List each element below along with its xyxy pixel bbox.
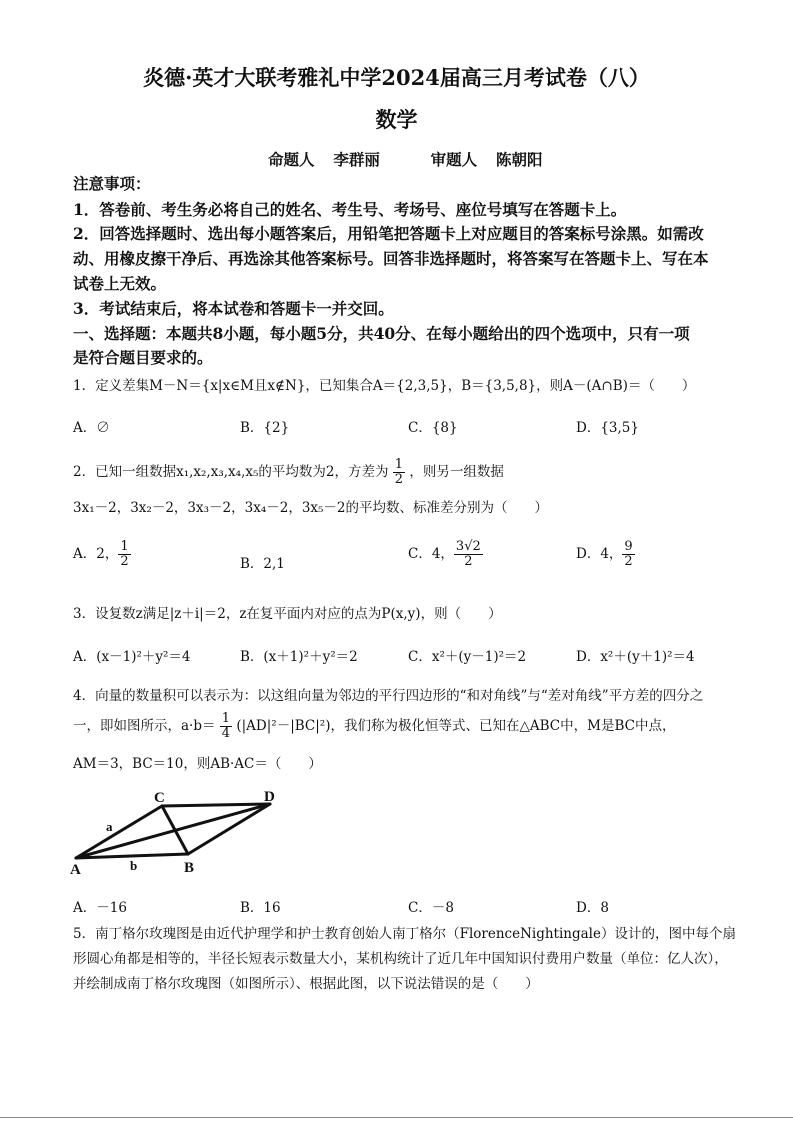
question-2-option-a-prefix: A．2，: [73, 546, 119, 562]
question-3-option-d: D．x²＋(y＋1)²＝4: [576, 649, 695, 665]
question-2-option-a-num: 1: [120, 539, 129, 554]
question-2-line-1b: ，则另一组数据: [409, 464, 504, 480]
label-a: a: [106, 819, 113, 834]
question-2-option-b: B．2,1: [240, 556, 285, 572]
question-5-line-3: 并绘制成南丁格尔玫瑰图（如图所示）、根据此图，以下说法错误的是（ ）: [73, 976, 539, 992]
question-3-option-b: B．(x＋1)²＋y²＝2: [240, 649, 358, 665]
question-2-option-a-fraction: [118, 540, 130, 569]
question-4-line-2: [73, 712, 675, 741]
author-line: [268, 148, 543, 170]
notice-item-3: 3．考试结束后，将本试卷和答题卡一并交回。: [73, 299, 394, 318]
question-1-option-b: B．{2}: [240, 420, 290, 436]
question-5-line-1: 5．南丁格尔玫瑰图是由近代护理学和护士教育创始人南丁格尔（FlorenceNightingale）设计的，图中每个扇: [73, 926, 736, 942]
label-C: C: [154, 790, 165, 806]
question-2-option-c-num: 3√2: [455, 539, 481, 554]
question-4-line-2a: 一，即如图所示，a·b＝: [73, 718, 216, 734]
page-bottom-rule: [0, 1117, 793, 1118]
edge-BD: [188, 804, 270, 854]
question-4-option-c: C．－8: [408, 900, 454, 916]
parallelogram-figure: [70, 788, 290, 878]
question-1-text: 1．定义差集M－N＝{x|x∈M且x∉N}，已知集合A＝{2,3,5}，B＝{3,5,8}，则A－(A∩B)＝（ ）: [73, 378, 696, 394]
quarter-denominator: 4: [221, 726, 231, 741]
quarter-numerator: 1: [221, 711, 231, 726]
question-3-text: 3．设复数z满足|z＋i|＝2，z在复平面内对应的点为P(x,y)，则（ ）: [73, 606, 502, 622]
variance-denominator: 2: [394, 472, 404, 487]
label-b: b: [130, 858, 138, 873]
question-2-line-1: [73, 458, 504, 487]
question-1-option-a: A．∅: [73, 420, 110, 436]
section-1-line-2: 是符合题目要求的。: [73, 348, 213, 367]
quarter-fraction: [220, 712, 232, 741]
subject-title: 数学: [375, 107, 418, 132]
notice-heading: 注意事项：: [73, 174, 151, 193]
section-1-line-1: 一、选择题：本题共8小题，每小题5分，共40分、在每小题给出的四个选项中，只有一项: [73, 324, 690, 343]
question-4-option-a: A．－16: [73, 900, 127, 916]
variance-fraction: [393, 458, 405, 487]
question-2-option-c-den: 2: [464, 554, 473, 569]
question-3-option-a: A．(x－1)²＋y²＝4: [73, 649, 191, 665]
question-4-option-d: D．8: [576, 900, 609, 916]
question-2-line-1a: 2．已知一组数据x₁,x₂,x₃,x₄,x₅的平均数为2，方差为: [73, 464, 389, 480]
question-2-option-d-fraction: [622, 540, 634, 569]
question-2-option-c-prefix: C．4，: [408, 546, 454, 562]
edge-CD: [162, 804, 270, 806]
notice-item-2-line-2: 动、用橡皮擦干净后、再选涂其他答案标号。回答非选择题时，将答案写在答题卡上、写在本: [73, 249, 709, 268]
label-A: A: [70, 862, 81, 878]
reviewer-label: 审题人: [430, 150, 478, 169]
notice-item-2-line-3: 试卷上无效。: [73, 274, 167, 293]
question-1-option-c: C．{8}: [408, 420, 458, 436]
question-2-option-d-den: 2: [624, 554, 633, 569]
question-2-option-a: [73, 540, 131, 569]
question-2-option-c-fraction: [454, 540, 483, 569]
diagonal-BC: [162, 806, 188, 854]
question-2-line-2: 3x₁－2，3x₂－2，3x₃－2，3x₄－2，3x₅－2的平均数、标准差分别为（ ）: [73, 500, 549, 516]
question-1-option-d: D．{3,5}: [576, 420, 639, 436]
question-4-option-b: B．16: [240, 900, 281, 916]
question-2-option-d-prefix: D．4，: [576, 546, 623, 562]
notice-item-1: 1．答卷前、考生务必将自己的姓名、考生号、考场号、座位号填写在答题卡上。: [73, 200, 627, 219]
label-D: D: [264, 789, 275, 805]
label-B: B: [184, 860, 195, 876]
exam-title: 炎德·英才大联考雅礼中学2024届高三月考试卷（八）: [143, 65, 650, 90]
question-4-line-1: 4．向量的数量积可以表示为：以这组向量为邻边的平行四边形的“和对角线”与“差对角线”平方差的四分之: [73, 688, 704, 704]
question-2-option-d-num: 9: [624, 539, 633, 554]
question-2-option-d: [576, 540, 635, 569]
question-4-line-3: AM＝3，BC＝10，则AB·AC＝（ ）: [73, 756, 322, 772]
author-label: 命题人: [268, 150, 315, 169]
question-2-option-c: [408, 540, 483, 569]
question-2-option-a-den: 2: [120, 554, 129, 569]
edge-AC: [76, 806, 162, 858]
question-3-option-c: C．x²＋(y－1)²＝2: [408, 649, 527, 665]
reviewer-name: 陈朝阳: [495, 150, 543, 169]
question-5-line-2: 形圆心角都是相等的，半径长短表示数量大小，某机构统计了近几年中国知识付费用户数量（单位：亿人次），: [73, 951, 728, 967]
notice-item-2-line-1: 2．回答选择题时、选出每小题答案后，用铅笔把答题卡上对应题目的答案标号涂黑。如需改: [73, 224, 704, 243]
question-4-line-2b: (|AD|²－|BC|²)，我们称为极化恒等式、已知在△ABC中，M是BC中点，: [236, 718, 676, 734]
author-name: 李群丽: [333, 150, 380, 169]
variance-numerator: 1: [394, 457, 404, 472]
